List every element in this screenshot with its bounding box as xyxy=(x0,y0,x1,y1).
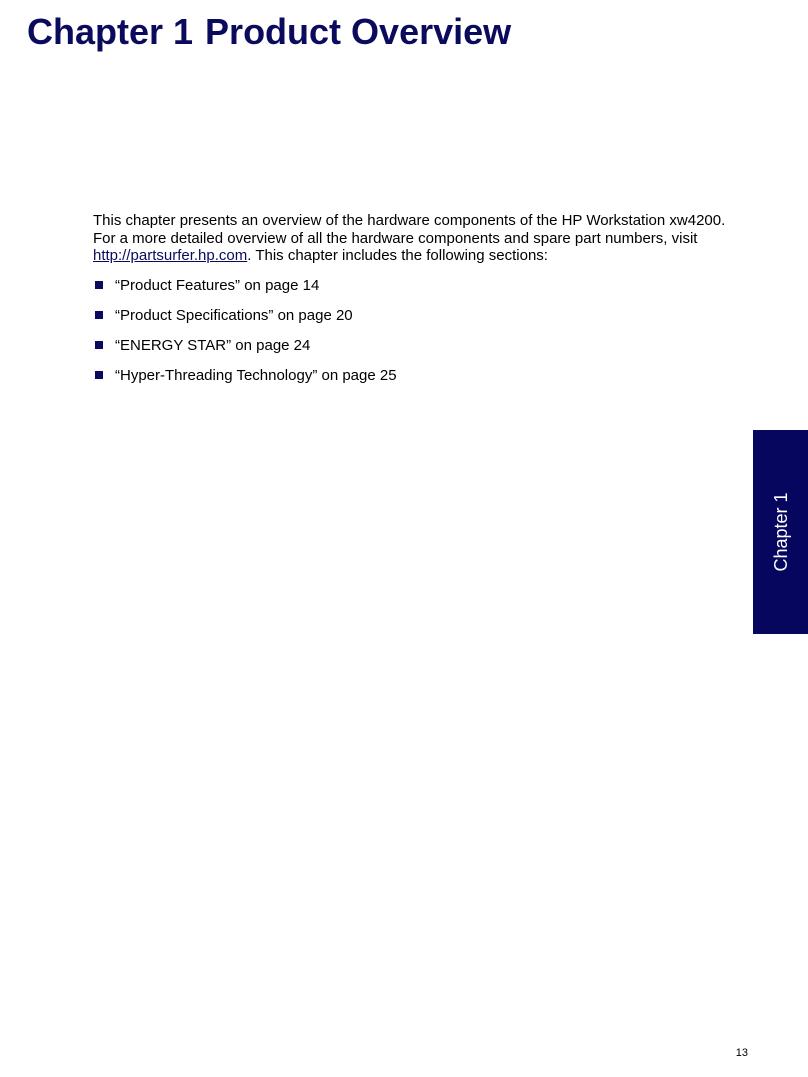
intro-paragraph xyxy=(93,212,738,265)
bullet-square-icon xyxy=(95,311,103,319)
section-link-energy-star[interactable]: “ENERGY STAR” on page 24 xyxy=(115,337,311,354)
partsurfer-link[interactable]: http://partsurfer.hp.com xyxy=(93,247,248,264)
bullet-square-icon xyxy=(95,371,103,379)
intro-text-end: . This chapter includes the following sections: xyxy=(247,247,548,264)
section-link-hyper-threading[interactable]: “Hyper-Threading Technology” on page 25 xyxy=(115,367,397,384)
page-title xyxy=(27,10,511,54)
chapter-title: Product Overview xyxy=(205,11,512,52)
page-number: 13 xyxy=(735,1047,748,1059)
chapter-tab-label: Chapter 1 xyxy=(770,492,791,572)
list-item xyxy=(93,367,397,397)
section-link-product-features[interactable]: “Product Features” on page 14 xyxy=(115,277,320,294)
chapter-side-tab xyxy=(753,430,808,634)
list-item xyxy=(93,307,397,337)
bullet-square-icon xyxy=(95,281,103,289)
intro-text: This chapter presents an overview of the hardware components of the HP Workstation xw4200. For a more detailed overview of all the hardware components and spare part numbers, visit xyxy=(93,212,726,247)
chapter-number: Chapter 1 xyxy=(27,11,194,52)
section-link-product-specifications[interactable]: “Product Specifications” on page 20 xyxy=(115,307,353,324)
section-list xyxy=(93,277,397,397)
list-item xyxy=(93,337,397,367)
list-item xyxy=(93,277,397,307)
bullet-square-icon xyxy=(95,341,103,349)
